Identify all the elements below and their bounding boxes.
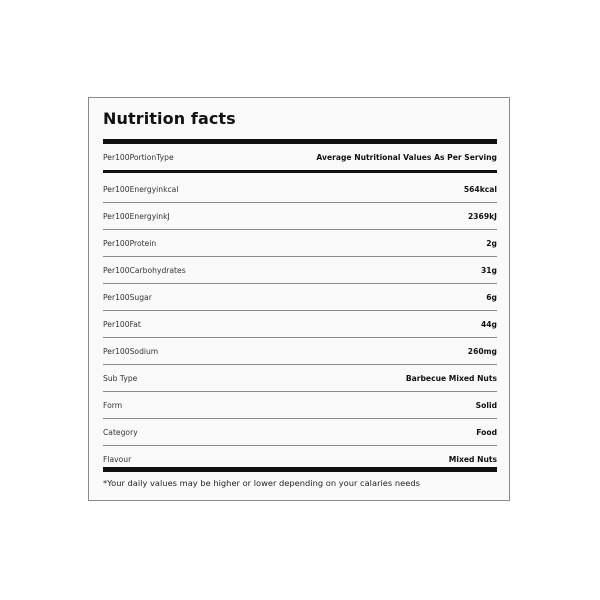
table-row bbox=[103, 284, 497, 311]
table-row bbox=[103, 338, 497, 365]
row-label: Category bbox=[103, 427, 138, 437]
portion-type-row bbox=[103, 144, 497, 170]
row-label: Per100Fat bbox=[103, 319, 141, 329]
row-label: Per100Carbohydrates bbox=[103, 265, 186, 275]
table-row bbox=[103, 392, 497, 419]
row-value: 2369kJ bbox=[467, 211, 497, 221]
table-row bbox=[103, 176, 497, 203]
table-row bbox=[103, 230, 497, 257]
row-value: Average Nutritional Values As Per Serving bbox=[316, 152, 497, 162]
row-value: 2g bbox=[486, 238, 497, 248]
table-row bbox=[103, 365, 497, 392]
row-value: Barbecue Mixed Nuts bbox=[405, 373, 497, 383]
row-label: Sub Type bbox=[103, 373, 138, 383]
bottom-divider bbox=[103, 467, 497, 472]
row-label: Form bbox=[103, 400, 123, 410]
row-label: Per100EnergyinkJ bbox=[103, 211, 170, 221]
table-row bbox=[103, 203, 497, 230]
panel-title: Nutrition facts bbox=[103, 109, 236, 128]
footnote: *Your daily values may be higher or lower depending on your calaries needs bbox=[103, 478, 420, 488]
row-value: 564kcal bbox=[463, 184, 497, 194]
table-row bbox=[103, 311, 497, 338]
row-label: Per100Sodium bbox=[103, 346, 159, 356]
row-value: Food bbox=[476, 427, 497, 437]
row-label: Per100Sugar bbox=[103, 292, 152, 302]
row-value: Mixed Nuts bbox=[448, 455, 497, 464]
nutrition-facts-panel bbox=[88, 97, 510, 501]
table-row bbox=[103, 257, 497, 284]
row-label: Per100Energyinkcal bbox=[103, 184, 179, 194]
table-row bbox=[103, 419, 497, 446]
header-divider bbox=[103, 170, 497, 173]
row-value: 44g bbox=[480, 319, 497, 329]
row-label: Per100Protein bbox=[103, 238, 157, 248]
row-value: Solid bbox=[475, 400, 497, 410]
nutrition-table bbox=[103, 144, 497, 473]
row-value: 31g bbox=[480, 265, 497, 275]
row-value: 260mg bbox=[467, 346, 497, 356]
row-value: 6g bbox=[486, 292, 497, 302]
row-label: Flavour bbox=[103, 455, 132, 464]
row-label: Per100PortionType bbox=[103, 152, 174, 162]
